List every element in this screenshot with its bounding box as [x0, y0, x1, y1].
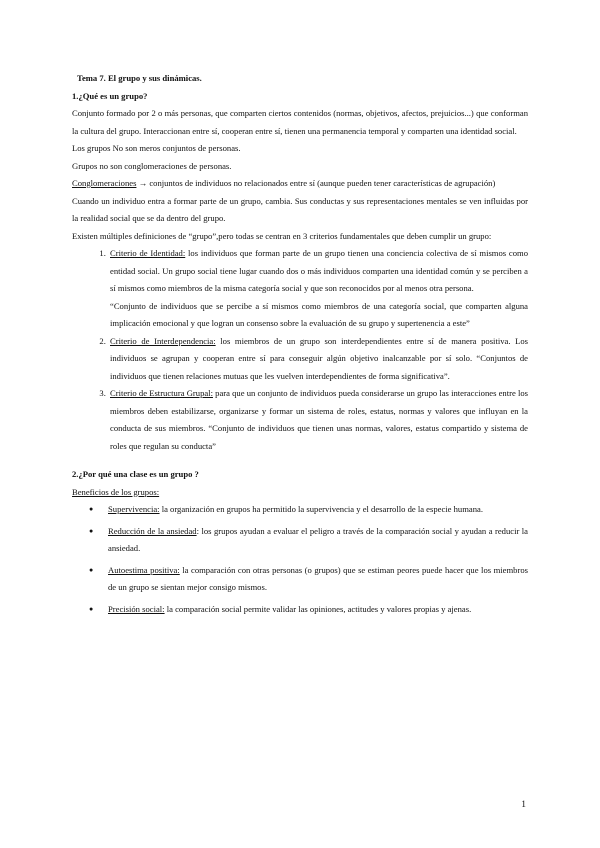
criterion-term: Criterio de Estructura Grupal:: [110, 388, 213, 398]
paragraph: Cuando un individuo entra a formar parte de un grupo, cambia. Sus conductas y sus representaciones mentales se ven influidas por la realidad social que se da dentro del grupo.: [72, 195, 528, 223]
benefit-term: Reducción de la ansiedad: [108, 525, 197, 536]
paragraph: Los grupos No son meros conjuntos de personas.: [72, 143, 241, 153]
document-title: Tema 7. El grupo y sus dinámicas.: [77, 73, 202, 83]
benefits-list: [72, 501, 528, 618]
paragraph: Conjunto formado por 2 o más personas, que comparten ciertos contenidos (normas, objetivos, afectos, prejuicios...) que conforman la cultura del grupo. Interaccionan entre sí, cooperan entre sí, tienen una permanencia temporal y comparten una identidad social.: [72, 108, 528, 136]
spacer: [72, 455, 528, 466]
document-page: [72, 70, 528, 622]
criterion-text: los individuos que forman parte de un grupo tienen una conciencia colectiva de sí mismos como entidad social. Un grupo social tiene lugar cuando dos o más individuos comparten una identidad común y se perciben a sí mismos como miembros de la misma categoría social y que son reconocidos por al menos otra persona.: [110, 248, 528, 293]
criterion-quote: “Conjunto de individuos que se percibe a sí mismos como miembros de una categoría social, que comparten alguna implicación emocional y que logran un consenso sobre la evaluación de su grupo y supertenencia a este”: [110, 300, 528, 328]
section-2-heading: 2.¿Por qué una clase es un grupo ?: [72, 469, 199, 479]
benefit-text: la organización en grupos ha permitido la supervivencia y el desarrollo de la especie humana.: [159, 504, 483, 514]
benefit-text: : los grupos ayudan a evaluar el peligro a través de la comparación social y ayudan a reducir la ansiedad.: [108, 525, 529, 553]
definition: → conjuntos de individuos no relacionados entre sí (aunque pueden tener características de agrupación): [136, 178, 496, 188]
benefit-text: la comparación con otras personas (o grupos) que se estiman peores puede hacer que los miembros de un grupo se sientan mejor consigo mismos.: [108, 564, 528, 592]
criterion-text: para que un conjunto de individuos pueda considerarse un grupo las interacciones entre los miembros deben estabilizarse, organizarse y formar un sistema de roles, estatus, normas y valores que influyan en la conducta de sus miembros. “Conjunto de individuos que tienen unas normas, valores, estatus compartido y sistema de roles que regulan su conducta”: [110, 388, 528, 451]
benefit-item: [108, 501, 528, 519]
criterion-term: Criterio de Interdependencia:: [110, 335, 216, 346]
criterion-term: Criterio de Identidad:: [110, 248, 186, 258]
criterion-item: [108, 385, 528, 455]
paragraph: Grupos no son conglomeraciones de personas.: [72, 160, 232, 171]
benefit-term: Supervivencia:: [108, 504, 160, 514]
benefit-item: [108, 601, 528, 619]
criteria-list: [72, 245, 528, 455]
criterion-text: los miembros de un grupo son interdependientes entre sí de manera positiva. Los individuos se agrupan y cooperan entre sí para conseguir algún objetivo inalcanzable por sí solo. “Conjuntos de individuos que tienen relaciones mutuas que les vuelven interdependientes de forma significativa”.: [110, 335, 528, 381]
section-1-heading: 1.¿Qué es un grupo?: [72, 90, 148, 101]
benefit-term: Precisión social:: [108, 603, 165, 614]
paragraph: [72, 175, 528, 193]
benefit-text: la comparación social permite validar las opiniones, actitudes y valores propias y ajenas.: [164, 603, 472, 614]
criterion-item: [108, 245, 528, 333]
paragraph: Existen múltiples definiciones de “grupo”,pero todas se centran en 3 criterios fundamentales que deben cumplir un grupo:: [72, 230, 492, 241]
section-2-subheading: Beneficios de los grupos:: [72, 486, 160, 497]
benefit-item: [108, 523, 528, 558]
criterion-item: [108, 333, 528, 386]
page-number: 1: [521, 800, 526, 810]
benefit-term: Autoestima positiva:: [108, 564, 180, 575]
term: Conglomeraciones: [72, 178, 137, 188]
benefit-item: [108, 562, 528, 597]
